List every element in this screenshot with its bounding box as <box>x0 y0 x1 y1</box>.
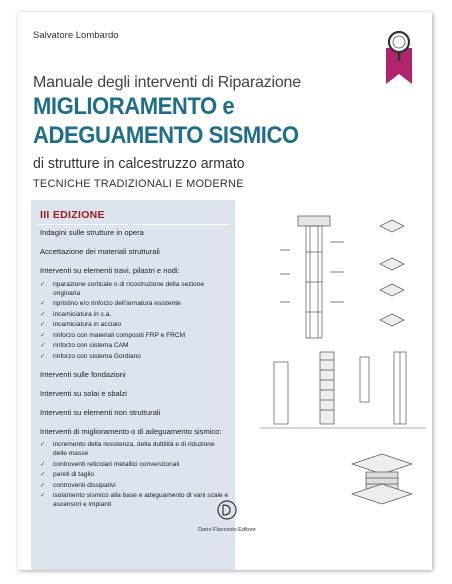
subtitle: di strutture in calcestruzzo armato <box>33 155 245 172</box>
list-item: ✓ ripristino e/o rinforzo dell'armatura esistente <box>40 299 230 308</box>
magnifier-icon <box>384 28 414 84</box>
publisher-logo-icon <box>217 500 237 520</box>
title-line-1: Manuale degli interventi di Riparazione <box>33 74 301 91</box>
list-item: ✓ incamiciatura in acciaio <box>40 320 230 329</box>
list-item: ✓ riparazione corticale o di ricostruzione della sezione originaria <box>40 280 230 298</box>
list-item: ✓ incremento della resistenza, della duttilità e di riduzione delle masse <box>40 440 230 458</box>
main-title-1: MIGLIORAMENTO e <box>33 93 235 120</box>
contents-list <box>40 228 230 518</box>
list-item: ✓ controventi dissipativi <box>40 481 230 490</box>
list-item: ✓ pareti di taglio <box>40 470 230 479</box>
contents-sublist <box>40 280 230 361</box>
technical-drawings <box>240 202 426 522</box>
contents-heading: Interventi su elementi travi, pilastri e nodi: <box>40 266 180 276</box>
list-item: ✓ incamiciatura in c.a. <box>40 310 230 319</box>
book-cover <box>18 12 432 570</box>
list-item: ✓ rinforzo con sistema Gordiano <box>40 352 230 361</box>
edition-label: III EDIZIONE <box>40 209 105 221</box>
tagline: TECNICHE TRADIZIONALI E MODERNE <box>33 178 244 190</box>
contents-heading: Interventi su elementi non strutturali <box>40 408 161 418</box>
divider <box>37 224 229 225</box>
main-title-2: ADEGUAMENTO SISMICO <box>33 122 299 149</box>
publisher <box>182 500 272 533</box>
list-item: ✓ rinforzo con materiali compositi FRP e FRCM <box>40 331 230 340</box>
list-item: ✓ isolamento sismico alla base e adeguamento di vani scale e ascensori e impianti <box>40 491 230 509</box>
list-item: ✓ rinforzo con sistema CAM <box>40 341 230 350</box>
author-name: Salvatore Lombardo <box>33 30 119 41</box>
contents-heading: Interventi di miglioramento o di adeguamento sismico: <box>40 427 222 437</box>
contents-heading: Accettazione dei materiali strutturali <box>40 247 160 257</box>
contents-heading: Indagini sulle strutture in opera <box>40 228 144 237</box>
contents-heading: Interventi sulle fondazioni <box>40 369 126 379</box>
contents-heading: Interventi su solai e sbalzi <box>40 388 127 398</box>
list-item: ✓ controventi reticolari metallici convenzionali <box>40 460 230 469</box>
publisher-name: Dario Flaccovio Editore <box>198 527 256 533</box>
